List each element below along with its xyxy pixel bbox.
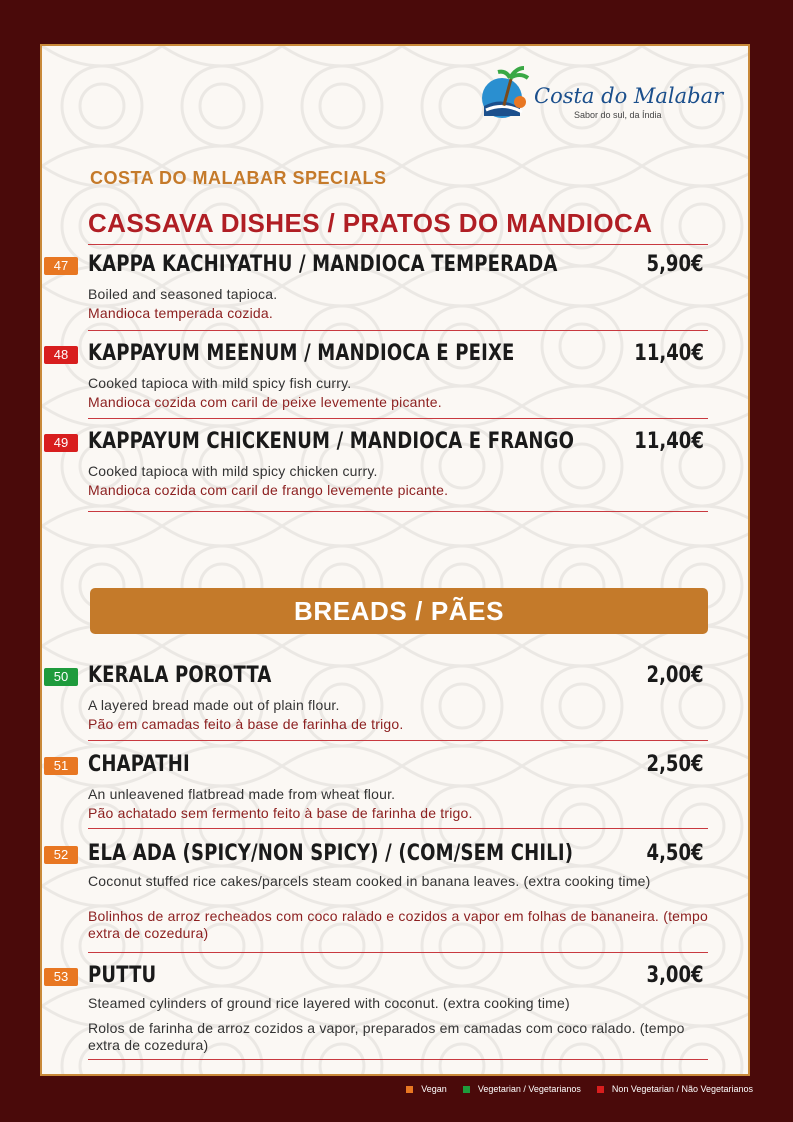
legend-label: Vegan bbox=[421, 1084, 447, 1094]
item-description-pt: Bolinhos de arroz recheados com coco ralado e cozidos a vapor em folhas de bananeira. (tempo extra de cozedura) bbox=[88, 908, 708, 941]
legend-item-vegetarian bbox=[463, 1084, 581, 1094]
item-description-en: A layered bread made out of plain flour. bbox=[88, 697, 340, 713]
breads-banner: BREADS / PÃES bbox=[90, 588, 708, 634]
divider bbox=[88, 418, 708, 419]
divider bbox=[88, 1059, 708, 1060]
item-name: KAPPAYUM MEENUM / MANDIOCA E PEIXE bbox=[88, 341, 515, 366]
logo-emblem-icon bbox=[476, 66, 532, 122]
item-number-badge: 51 bbox=[44, 757, 78, 775]
non-vegetarian-square-icon bbox=[597, 1086, 604, 1093]
divider bbox=[88, 330, 708, 331]
item-description-en: Steamed cylinders of ground rice layered with coconut. (extra cooking time) bbox=[88, 995, 570, 1011]
item-description-en: Boiled and seasoned tapioca. bbox=[88, 286, 278, 302]
item-description-pt: Mandioca temperada cozida. bbox=[88, 305, 273, 321]
item-number-badge: 47 bbox=[44, 257, 78, 275]
item-number-badge: 53 bbox=[44, 968, 78, 986]
legend-item-non-vegetarian bbox=[597, 1084, 753, 1094]
item-description-pt: Mandioca cozida com caril de frango levemente picante. bbox=[88, 482, 449, 498]
logo bbox=[476, 66, 724, 126]
divider bbox=[88, 244, 708, 245]
item-name: KAPPA KACHIYATHU / MANDIOCA TEMPERADA bbox=[88, 252, 558, 277]
item-description-pt: Pão achatado sem fermento feito à base de farinha de trigo. bbox=[88, 805, 473, 821]
divider bbox=[88, 740, 708, 741]
item-price: 2,00€ bbox=[646, 663, 704, 688]
logo-name: Costa do Malabar bbox=[534, 84, 724, 108]
vegetarian-square-icon bbox=[463, 1086, 470, 1093]
item-description-pt: Mandioca cozida com caril de peixe levemente picante. bbox=[88, 394, 442, 410]
item-name: KAPPAYUM CHICKENUM / MANDIOCA E FRANGO bbox=[88, 429, 575, 454]
vegan-square-icon bbox=[406, 1086, 413, 1093]
item-name: PUTTU bbox=[88, 963, 157, 988]
divider bbox=[88, 828, 708, 829]
menu-page bbox=[40, 44, 750, 1076]
legend-item-vegan bbox=[406, 1084, 447, 1094]
item-price: 5,90€ bbox=[646, 252, 704, 277]
divider bbox=[88, 511, 708, 512]
item-name: ELA ADA (SPICY/NON SPICY) / (COM/SEM CHILI) bbox=[88, 841, 574, 866]
item-number-badge: 50 bbox=[44, 668, 78, 686]
item-number-badge: 52 bbox=[44, 846, 78, 864]
item-price: 11,40€ bbox=[634, 341, 704, 366]
item-price: 3,00€ bbox=[646, 963, 704, 988]
divider bbox=[88, 952, 708, 953]
item-number-badge: 49 bbox=[44, 434, 78, 452]
legend-label: Vegetarian / Vegetarianos bbox=[477, 1084, 581, 1094]
item-number-badge: 48 bbox=[44, 346, 78, 364]
item-name: CHAPATHI bbox=[88, 752, 190, 777]
legend-label: Non Vegetarian / Não Vegetarianos bbox=[611, 1084, 753, 1094]
item-price: 2,50€ bbox=[646, 752, 704, 777]
legend bbox=[406, 1083, 753, 1095]
item-name: KERALA POROTTA bbox=[88, 663, 272, 688]
specials-heading: COSTA DO MALABAR SPECIALS bbox=[90, 168, 387, 188]
item-price: 4,50€ bbox=[646, 841, 704, 866]
item-description-en: An unleavened flatbread made from wheat flour. bbox=[88, 786, 396, 802]
item-description-pt: Rolos de farinha de arroz cozidos a vapor, preparados em camadas com coco ralado. (tempo extra de cozedura) bbox=[88, 1020, 685, 1053]
item-price: 11,40€ bbox=[634, 429, 704, 454]
section-title: CASSAVA DISHES / PRATOS DO MANDIOCA bbox=[88, 208, 653, 238]
item-description-en: Cooked tapioca with mild spicy chicken curry. bbox=[88, 463, 378, 479]
item-description-en: Coconut stuffed rice cakes/parcels steam cooked in banana leaves. (extra cooking time) bbox=[88, 873, 651, 889]
logo-tagline: Sabor do sul, da Índia bbox=[574, 110, 662, 120]
item-description-pt: Pão em camadas feito à base de farinha de trigo. bbox=[88, 716, 404, 732]
item-description-en: Cooked tapioca with mild spicy fish curry. bbox=[88, 375, 352, 391]
